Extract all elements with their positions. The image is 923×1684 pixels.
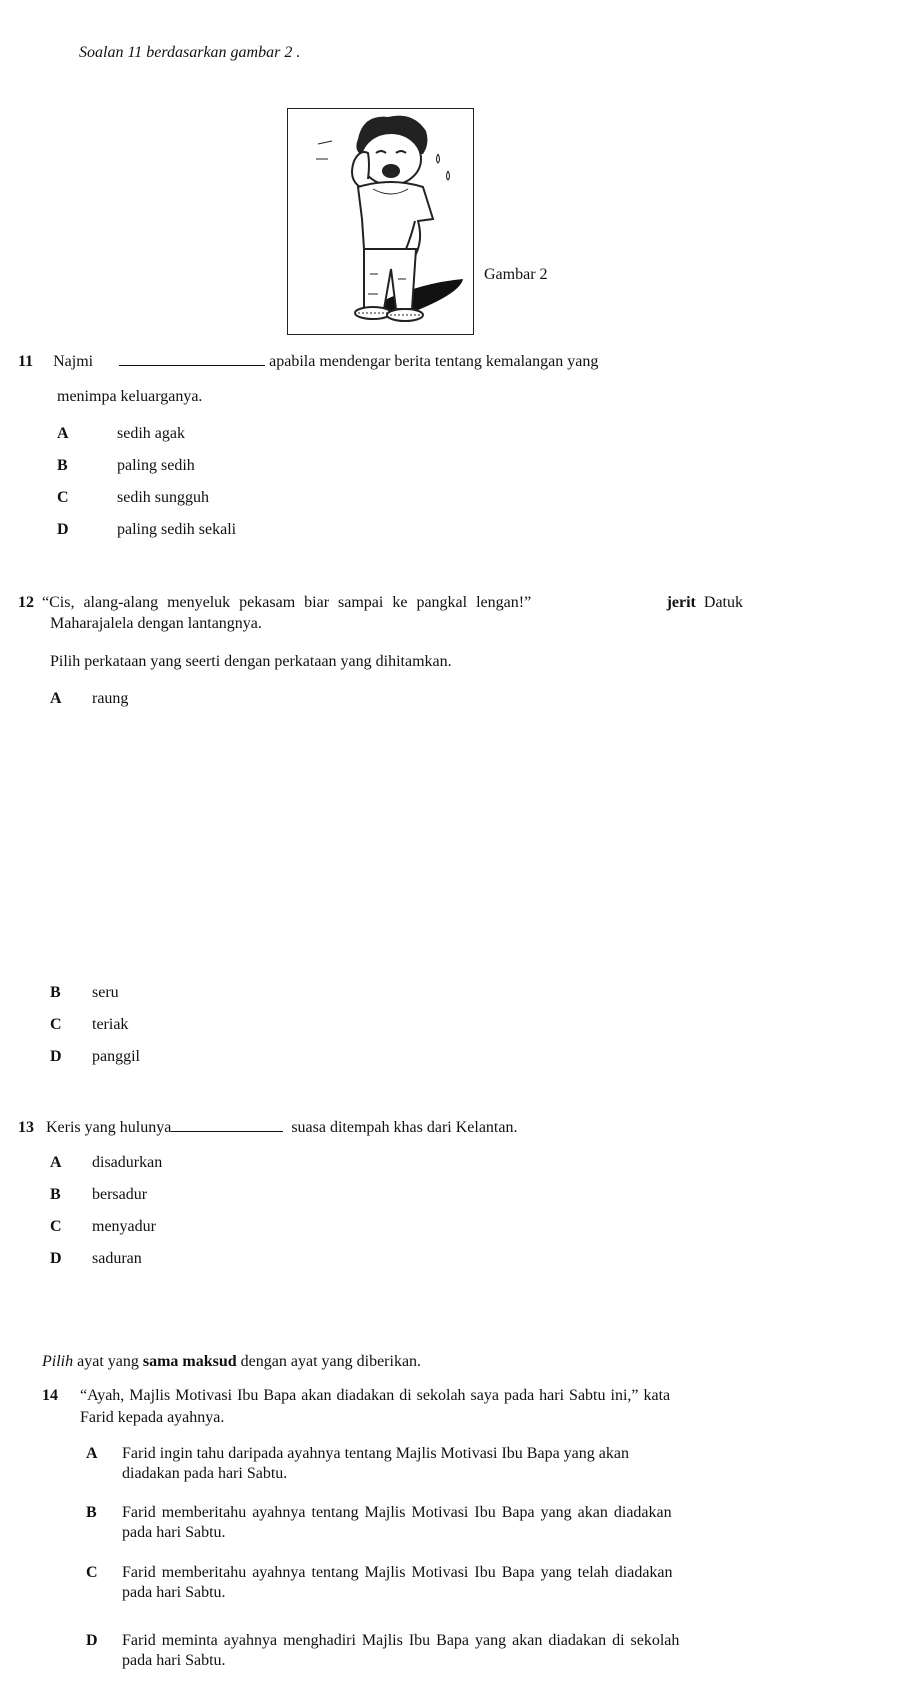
option-13d[interactable] [50, 1249, 142, 1269]
option-11c[interactable] [57, 488, 209, 508]
answer-blank [171, 1116, 283, 1132]
option-text: raung [92, 690, 129, 707]
figure-gambar-2 [287, 108, 474, 335]
option-text: seru [92, 984, 119, 1001]
option-text-line2: pada hari Sabtu. [122, 1584, 226, 1601]
option-text: sedih agak [117, 425, 185, 442]
option-text: panggil [92, 1048, 140, 1065]
option-text: disadurkan [92, 1154, 163, 1171]
option-letter: D [86, 1632, 98, 1649]
option-14c[interactable] [86, 1563, 782, 1603]
option-text-line2: diadakan pada hari Sabtu. [122, 1465, 288, 1482]
option-text-line2: pada hari Sabtu. [122, 1652, 226, 1669]
option-text: teriak [92, 1016, 129, 1033]
question-subject: Najmi [53, 353, 94, 371]
option-text: paling sedih [117, 457, 195, 474]
option-text: sedih sungguh [117, 489, 209, 506]
question-11-line2: menimpa keluarganya. [57, 388, 203, 405]
option-text: saduran [92, 1250, 142, 1267]
instruction-bold: sama maksud [142, 1353, 237, 1370]
instruction-q11: Soalan 11 berdasarkan gambar 2 . [79, 44, 301, 61]
instruction-part2: dengan ayat yang diberikan. [240, 1353, 422, 1370]
question-number: 12 [18, 594, 34, 611]
option-letter: B [50, 984, 61, 1001]
question-14 [42, 1386, 782, 1406]
option-13b[interactable] [50, 1185, 147, 1205]
instruction-part1: ayat yang [77, 1353, 139, 1370]
option-letter: D [57, 521, 69, 538]
option-14b[interactable] [86, 1503, 782, 1543]
section-instruction [42, 1352, 421, 1372]
option-11a[interactable] [57, 424, 185, 444]
option-letter: A [57, 425, 69, 442]
question-12-prompt: Pilih perkataan yang seerti dengan perkataan yang dihitamkan. [50, 653, 452, 670]
option-letter: A [86, 1445, 98, 1462]
figure-caption: Gambar 2 [484, 266, 548, 283]
option-letter: A [50, 1154, 62, 1171]
option-letter: B [57, 457, 68, 474]
question-11 [18, 350, 598, 372]
question-text: apabila mendengar berita tentang kemalangan yang [269, 353, 599, 371]
question-number: 14 [42, 1387, 58, 1404]
option-13a[interactable] [50, 1153, 162, 1173]
option-text: menyadur [92, 1218, 156, 1235]
option-text: paling sedih sekali [117, 521, 237, 538]
option-letter: C [50, 1016, 62, 1033]
bold-word: jerit [666, 594, 696, 611]
option-letter: B [50, 1186, 61, 1203]
option-letter: C [50, 1218, 62, 1235]
option-letter: D [50, 1048, 62, 1065]
option-11d[interactable] [57, 520, 236, 540]
question-text: “Cis, alang-alang menyeluk pekasam biar sampai ke pangkal lengan!” [42, 594, 532, 611]
question-13 [18, 1116, 517, 1138]
option-13c[interactable] [50, 1217, 156, 1237]
option-11b[interactable] [57, 456, 195, 476]
question-14-line2: Farid kepada ayahnya. [80, 1409, 225, 1426]
instruction-italic: Pilih [42, 1353, 74, 1370]
answer-blank [119, 350, 265, 366]
option-letter: C [57, 489, 69, 506]
option-letter: A [50, 690, 62, 707]
question-number: 11 [18, 353, 34, 371]
option-text-line1: Farid memberitahu ayahnya tentang Majlis Motivasi Ibu Bapa yang telah diadakan [122, 1564, 673, 1581]
option-text-line1: Farid ingin tahu daripada ayahnya tentang Majlis Motivasi Ibu Bapa yang akan [122, 1445, 629, 1462]
option-text-line2: pada hari Sabtu. [122, 1524, 226, 1541]
option-12c[interactable] [50, 1015, 128, 1035]
option-text-line1: Farid meminta ayahnya menghadiri Majlis Ibu Bapa yang akan diadakan di sekolah [122, 1632, 680, 1649]
option-14a[interactable] [86, 1444, 782, 1484]
question-text: Keris yang hulunya [46, 1119, 172, 1137]
option-12b[interactable] [50, 983, 119, 1003]
option-text: bersadur [92, 1186, 148, 1203]
option-12d[interactable] [50, 1047, 140, 1067]
crying-boy-illustration-icon [288, 109, 473, 334]
question-text-after: suasa ditempah khas dari Kelantan. [291, 1119, 518, 1137]
option-12a[interactable] [50, 689, 128, 709]
question-number: 13 [18, 1119, 34, 1137]
question-text-after: Datuk [703, 594, 743, 611]
option-text-line1: Farid memberitahu ayahnya tentang Majlis Motivasi Ibu Bapa yang akan diadakan [122, 1504, 672, 1521]
option-letter: C [86, 1564, 98, 1581]
option-letter: B [86, 1504, 97, 1521]
question-12 [18, 593, 743, 613]
question-12-line2: Maharajalela dengan lantangnya. [50, 615, 262, 632]
option-14d[interactable] [86, 1631, 782, 1671]
option-letter: D [50, 1250, 62, 1267]
question-text: “Ayah, Majlis Motivasi Ibu Bapa akan diadakan di sekolah saya pada hari Sabtu ini,” kata [80, 1387, 671, 1404]
